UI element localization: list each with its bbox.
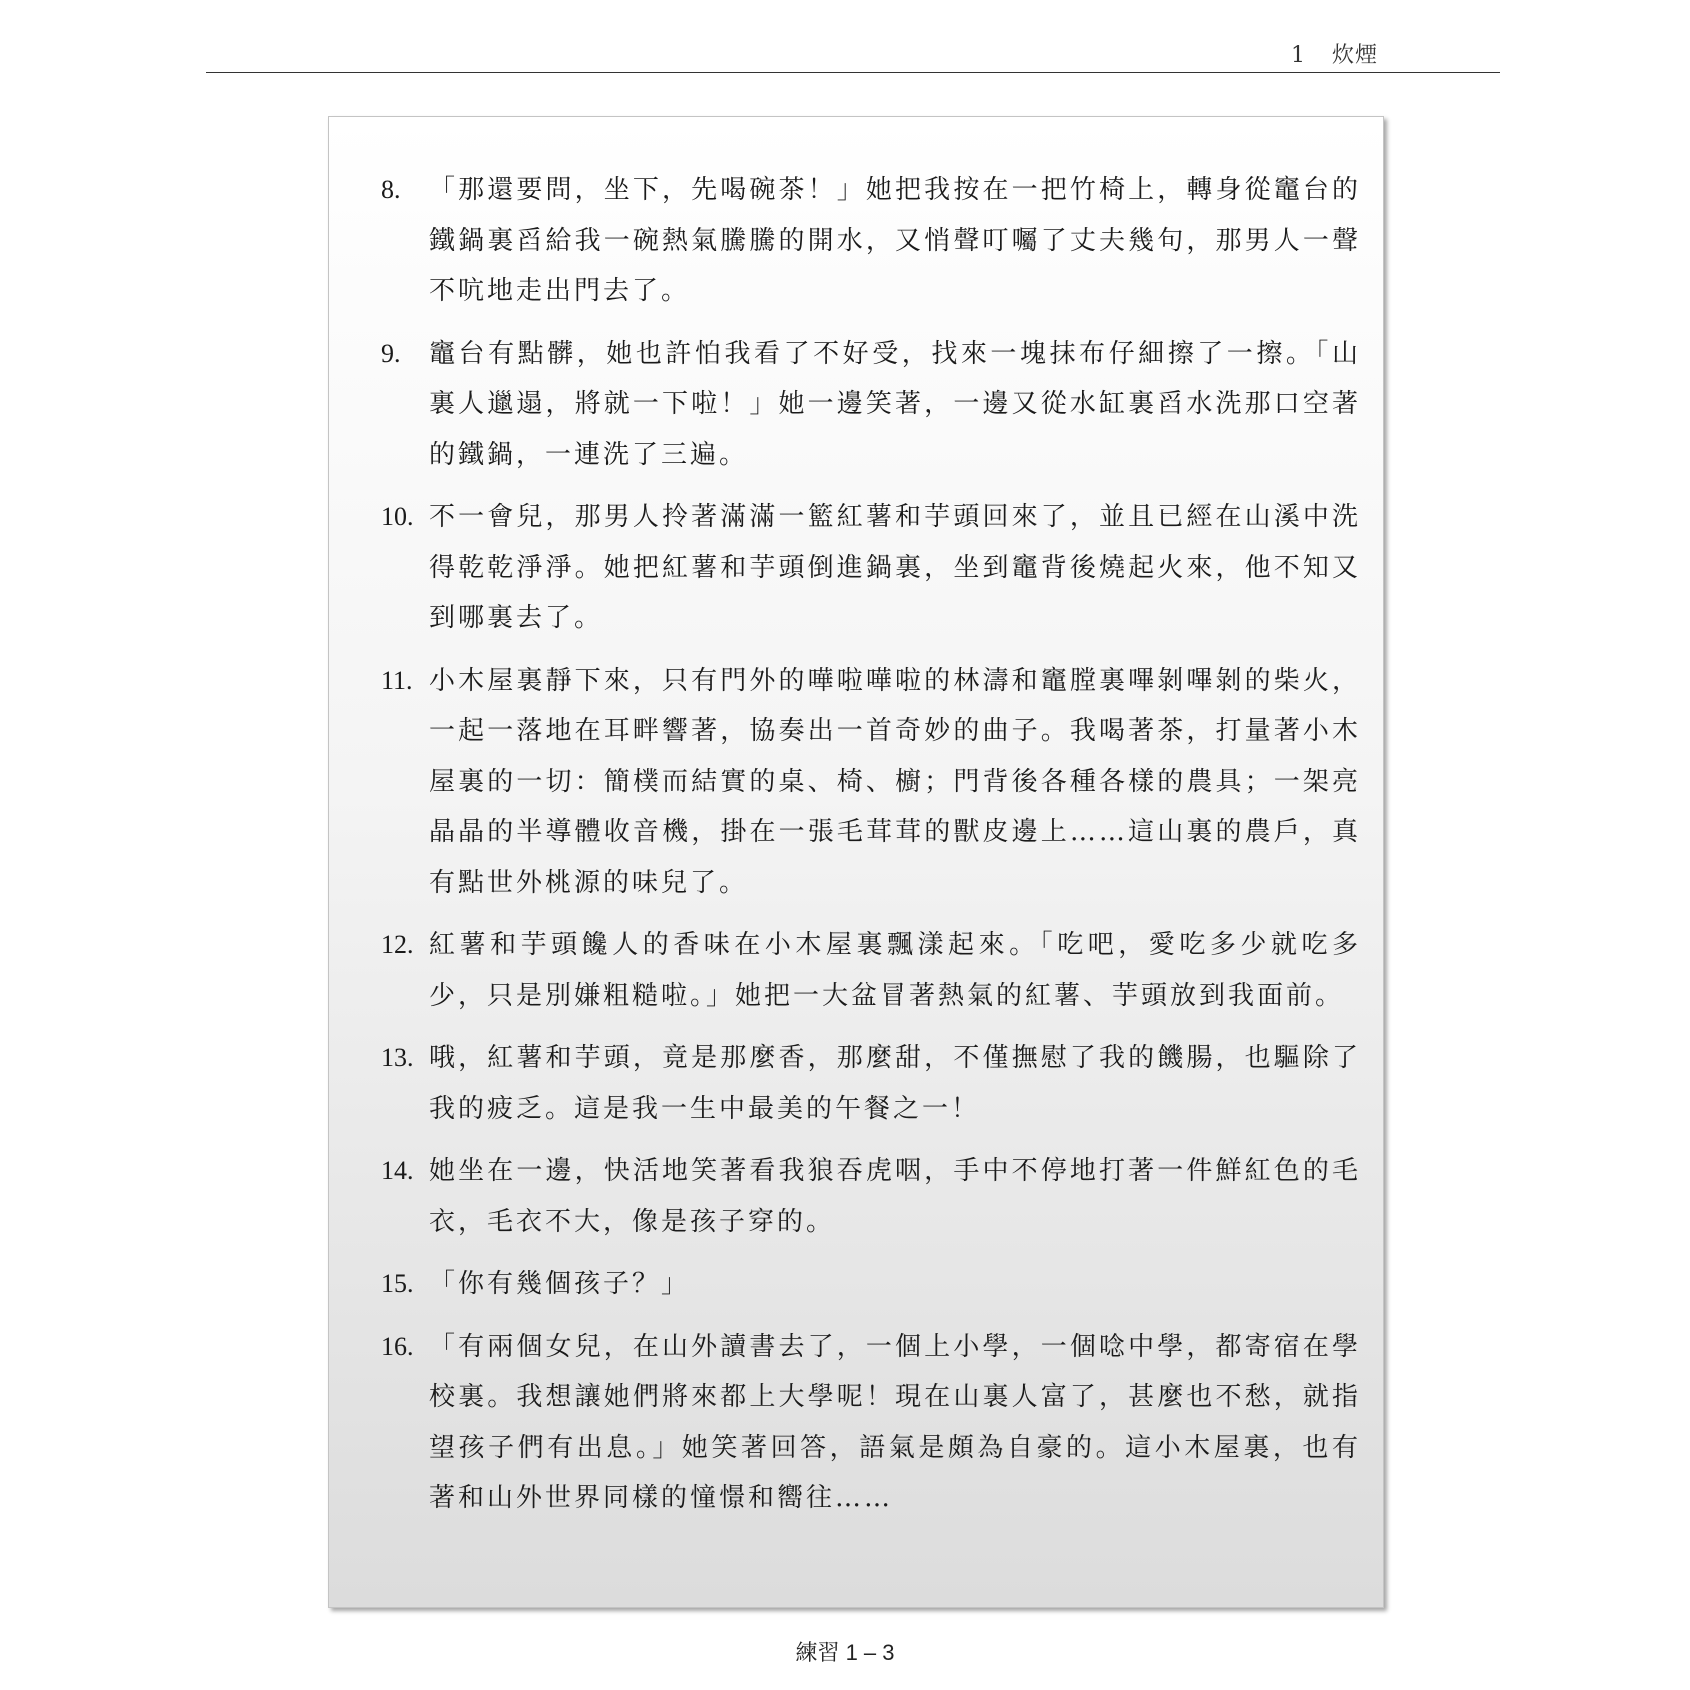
paragraph-number: 8. — [381, 175, 401, 204]
chapter-number: 1 — [1290, 43, 1306, 68]
paragraph-8 — [381, 165, 1361, 317]
paragraph-number: 12. — [381, 930, 414, 959]
passage-panel — [328, 116, 1384, 1608]
paragraph-13 — [381, 1033, 1361, 1134]
paragraph-12 — [381, 920, 1361, 1021]
paragraph-number: 16. — [381, 1331, 414, 1361]
paragraph-16 — [381, 1322, 1361, 1524]
paragraph-list — [381, 165, 1361, 1536]
paragraph-10 — [381, 492, 1361, 644]
chapter-title: 炊煙 — [1331, 43, 1378, 68]
paragraph-text: 「那還要問，坐下，先喝碗茶！」她把我按在一把竹椅上，轉身從竈台的鐵鍋裏舀給我一碗熱氣騰騰的開水，又悄聲叮囑了丈夫幾句，那男人一聲不吭地走出門去了。 — [429, 175, 1361, 306]
paragraph-15 — [381, 1259, 1361, 1310]
paragraph-text: 她坐在一邊，快活地笑著看我狼吞虎咽，手中不停地打著一件鮮紅色的毛衣，毛衣不大，像是孩子穿的。 — [429, 1156, 1361, 1237]
page-header — [206, 30, 1500, 73]
paragraph-text: 「有兩個女兒，在山外讀書去了，一個上小學，一個唸中學，都寄宿在學校裏。我想讓她們將來都上大學呢！現在山裏人富了，甚麼也不愁，就指望孩子們有出息。」她笑著回答，語氣是頗為自豪的。這小木屋裏，也有著和山外世界同樣的憧憬和嚮往…… — [429, 1331, 1361, 1513]
page-footer — [0, 1636, 1690, 1667]
paragraph-number: 11. — [381, 665, 413, 695]
paragraph-text: 「你有幾個孩子？」 — [429, 1269, 691, 1299]
paragraph-11 — [381, 656, 1361, 909]
paragraph-text: 小木屋裏靜下來，只有門外的嘩啦嘩啦的林濤和竈膛裏嗶剝嗶剝的柴火，一起一落地在耳畔響著，協奏出一首奇妙的曲子。我喝著茶，打量著小木屋裏的一切：簡樸而結實的桌、椅、櫥；門背後各種各樣的農具；一架亮晶晶的半導體收音機，掛在一張毛茸茸的獸皮邊上……這山裏的農戶，真有點世外桃源的味兒了。 — [429, 665, 1361, 898]
page-number-label: 練習 1 – 3 — [795, 1640, 895, 1665]
paragraph-number: 9. — [381, 338, 401, 368]
paragraph-14 — [381, 1146, 1361, 1247]
paragraph-text: 哦，紅薯和芋頭，竟是那麼香，那麼甜，不僅撫慰了我的饑腸，也驅除了我的疲乏。這是我一生中最美的午餐之一！ — [429, 1043, 1361, 1124]
paragraph-text: 竈台有點髒，她也許怕我看了不好受，找來一塊抹布仔細擦了一擦。「山裏人邋遢，將就一下啦！」她一邊笑著，一邊又從水缸裏舀水洗那口空著的鐵鍋，一連洗了三遍。 — [429, 338, 1361, 470]
paragraph-number: 13. — [381, 1043, 414, 1072]
paragraph-text: 紅薯和芋頭饞人的香味在小木屋裏飄漾起來。「吃吧，愛吃多少就吃多少，只是別嫌粗糙啦。」她把一大盆冒著熱氣的紅薯、芋頭放到我面前。 — [429, 930, 1361, 1011]
paragraph-number: 15. — [381, 1269, 414, 1298]
running-head — [1291, 38, 1378, 69]
paragraph-9 — [381, 329, 1361, 481]
paragraph-text: 不一會兒，那男人拎著滿滿一籃紅薯和芋頭回來了，並且已經在山溪中洗得乾乾淨淨。她把紅薯和芋頭倒進鍋裏，坐到竈背後燒起火來，他不知又到哪裏去了。 — [429, 502, 1361, 633]
paragraph-number: 10. — [381, 502, 414, 531]
paragraph-number: 14. — [381, 1156, 414, 1185]
